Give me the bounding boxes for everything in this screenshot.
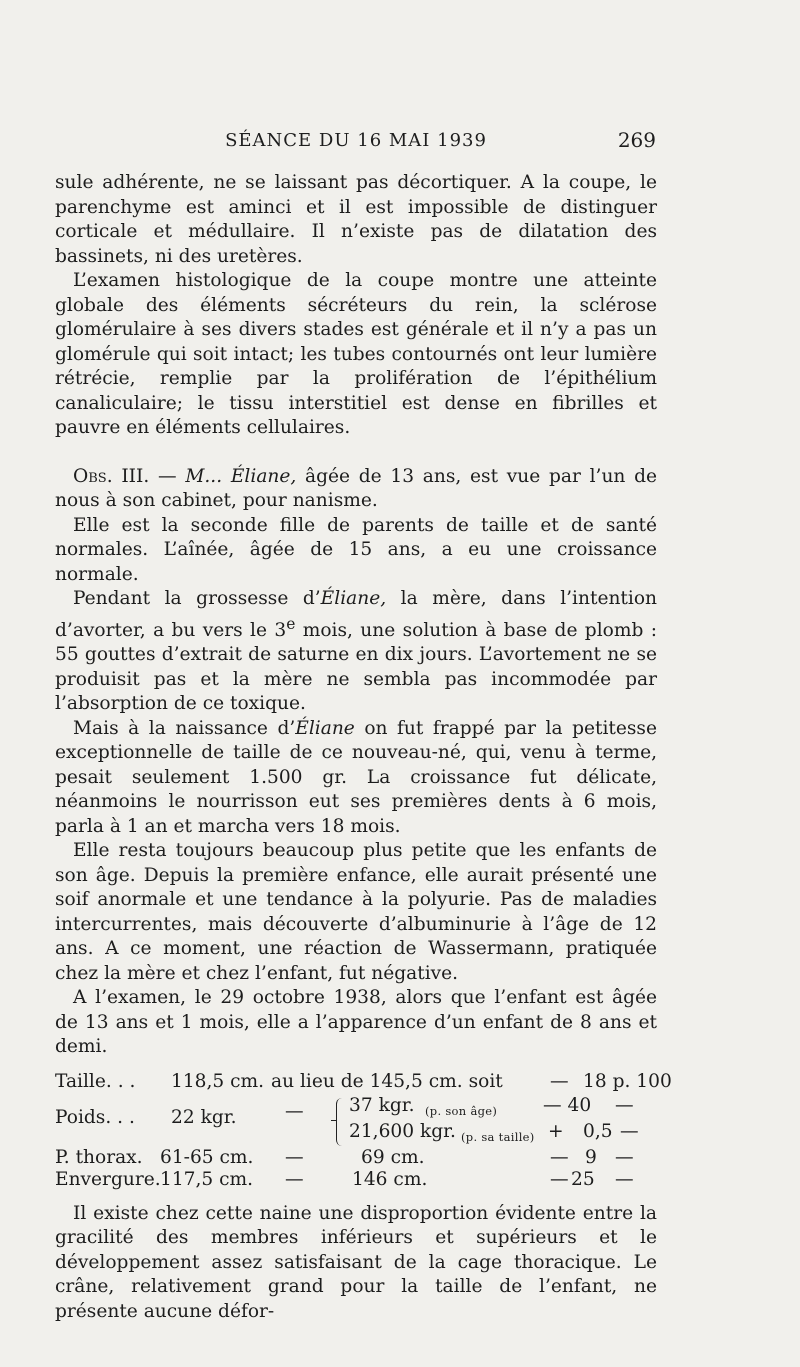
paragraph-birth <box>55 717 657 840</box>
paragraph-kidney-description: sule adhérente, ne se laissant pas décortiquer. A la coupe, le parenchyme est aminci et il est impossible de distinguer corticale et médullaire. Il n’existe pas de dilatation des bassinets, ni des uretères. <box>55 172 657 267</box>
observation-text: âgée de 13 ans, est vue par l’un de nous à son cabinet, pour nanisme. <box>55 465 658 511</box>
paragraph-pregnancy <box>55 587 657 717</box>
row-ref-envergure: 146 cm. <box>352 1168 428 1190</box>
paragraph-family: Elle est la seconde fille de parents de taille et de santé normales. L’aînée, âgée de 15 ans, a eu une croissance normale. <box>55 514 657 585</box>
running-title: SÉANCE DU 16 MAI 1939 <box>225 130 487 151</box>
birth-text-a: Mais à la naissance d’ <box>73 717 296 739</box>
poids-ref-age: 37 kgr. <box>349 1094 415 1116</box>
paragraph-childhood: Elle resta toujours beaucoup plus petite que les enfants de son âge. Depuis la première enfance, elle aurait présenté une soif anormale et une tendance à la polyurie. Pas de maladies intercurrentes, mais découverte d’albuminurie à l’âge de 12 ans. A ce moment, une réaction de Wassermann, pratiquée chez la mère et chez l’enfant, fut négative. <box>55 840 657 984</box>
row-value-thorax: 61-65 cm. <box>160 1146 254 1168</box>
row-dash-taille: — <box>550 1070 569 1092</box>
row-ratio-taille: 18 p. 100 <box>583 1070 672 1092</box>
row-label-taille: Taille. . . <box>55 1070 136 1092</box>
patient-name-2: Éliane, <box>320 588 387 609</box>
page-number: 269 <box>617 128 656 152</box>
paragraph-disproportion: Il existe chez cette naine une disproportion évidente entre la gracilité des membres inférieurs et supérieurs et le développement assez satisfaisant de la cage thoracique. Le crâne, relativement grand pour la taille de l’enfant, ne présente aucune défor- <box>55 1202 657 1322</box>
row-label-poids: Poids. . . <box>55 1106 135 1128</box>
paragraph-observation-3 <box>55 465 657 514</box>
row-label-envergure: Envergure. <box>55 1168 161 1190</box>
row-value-taille: 118,5 cm. <box>171 1070 265 1092</box>
row-mid-thorax: — <box>285 1146 304 1168</box>
row-value-envergure: 117,5 cm. <box>160 1168 254 1190</box>
observation-dash: — <box>149 465 186 487</box>
row-mid-taille: au lieu de 145,5 cm. soit <box>271 1070 503 1092</box>
measurement-table <box>55 1070 672 1190</box>
poids-ref-taille-value: 0,5 <box>583 1120 613 1142</box>
brace-icon <box>336 1098 345 1146</box>
poids-ref-age-value: — 40 <box>543 1094 592 1116</box>
birth-text-b: on fut frappé par la petitesse exceptionnelle de taille de ce nouveau-né, qui, venu à terme, pesait seulement 1.500 gr. La croissance fut délicate, néanmoins le nourrisson eut ses premières dents à 6 mois, parla à 1 an et marcha vers 18 mois. <box>55 717 657 837</box>
poids-ref-taille-note: (p. sa taille) <box>461 1129 535 1144</box>
row-val-thorax: 9 <box>585 1146 597 1168</box>
page-body <box>55 171 672 1324</box>
running-header <box>56 126 656 156</box>
row-dash-envergure: — <box>550 1168 569 1190</box>
poids-ref-taille-sign: + <box>548 1120 564 1142</box>
row-mid-envergure: — <box>285 1168 304 1190</box>
pregnancy-text-a: Pendant la grossesse d’ <box>73 588 321 609</box>
row-dash-thorax: — <box>550 1146 569 1168</box>
poids-ref-taille-tail: — <box>620 1120 639 1142</box>
poids-ref-taille: 21,600 kgr. <box>349 1120 456 1142</box>
paragraph-examination: A l’examen, le 29 octobre 1938, alors que l’enfant est âgée de 13 ans et 1 mois, elle a l’apparence d’un enfant de 8 ans et demi. <box>55 987 657 1058</box>
poids-ref-age-tail: — <box>615 1094 634 1116</box>
patient-name: M... Éliane, <box>185 465 297 487</box>
row-tail-thorax: — <box>615 1146 634 1168</box>
row-mid-poids: — <box>285 1100 304 1122</box>
poids-ref-age-note: (p. son âge) <box>425 1103 498 1118</box>
paragraph-histology: L’examen histologique de la coupe montre une atteinte globale des éléments sécréteurs du rein, la sclérose glomérulaire à ses divers stades est générale et il n’y a pas un glomérule qui soit intact; les tubes contournés ont leur lumière rétrécie, remplie par la prolifération de l’épithélium canaliculaire; le tissu interstitiel est dense en fibrilles et pauvre en éléments cellulaires. <box>55 270 657 438</box>
row-label-thorax: P. thorax. <box>55 1146 143 1168</box>
patient-name-3: Éliane <box>295 717 355 739</box>
row-tail-envergure: — <box>615 1168 634 1190</box>
observation-label: Obs. III. <box>73 465 150 487</box>
pregnancy-text-b: la mère, dans l’intention d’avorter, a bu vers le 3 <box>55 588 658 641</box>
pregnancy-text-c: mois, une solution à base de plomb : 55 gouttes d’extrait de saturne en dix jours. L’avortement ne se produisit pas et la mère ne sembla pas incommodée par l’absorption de ce toxique. <box>55 619 658 715</box>
row-value-poids: 22 kgr. <box>171 1106 237 1128</box>
ordinal-superscript: e <box>286 614 296 633</box>
row-ref-thorax: 69 cm. <box>361 1146 425 1168</box>
row-val-envergure: 25 <box>571 1168 595 1190</box>
